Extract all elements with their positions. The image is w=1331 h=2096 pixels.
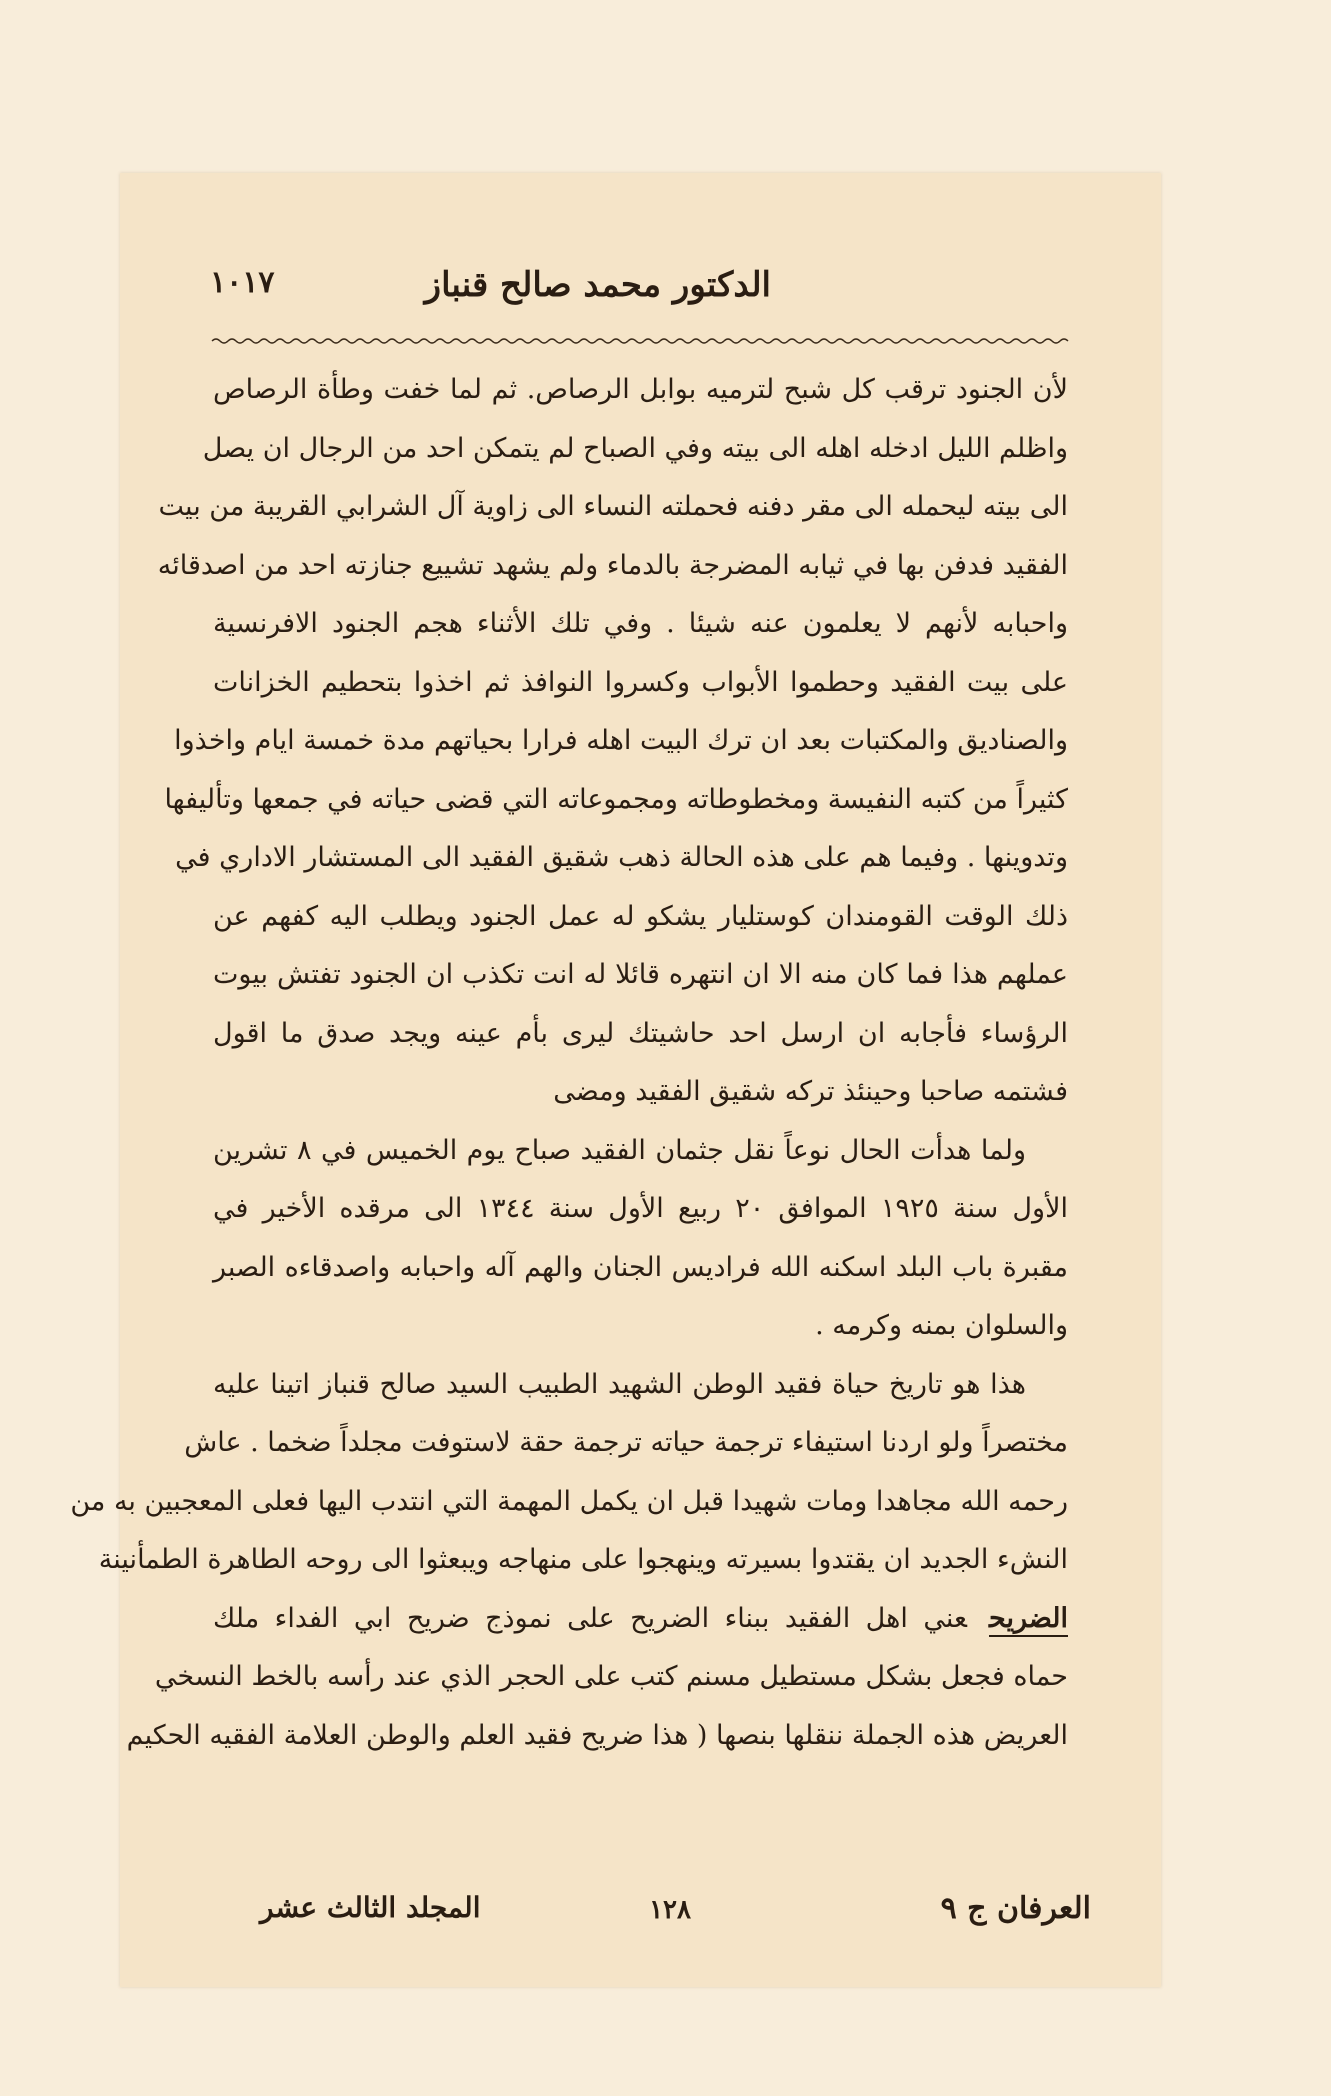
text-line: وتدوينها . وفيما هم على هذه الحالة ذهب شقيق الفقيد الى المستشار الاداري في <box>175 842 1068 873</box>
folio-number: ١٢٨ <box>649 1895 691 1925</box>
text-line: ذلك الوقت القومندان كوستليار يشكو له عمل الجنود ويطلب اليه كفهم عن <box>213 900 1068 932</box>
running-title: الدكتور محمد صالح قنباز <box>424 265 771 305</box>
wavy-divider <box>212 335 1067 347</box>
text-line: النشء الجديد ان يقتدوا بسيرته وينهجوا على منهاجه ويبعثوا الى روحه الطاهرة الطمأنينة <box>98 1544 1068 1575</box>
page-number: ١٠١٧ <box>210 265 275 300</box>
text-line: فشتمه صاحبا وحينئذ تركه شقيق الفقيد ومضى <box>553 1076 1068 1107</box>
text-line: عملهم هذا فما كان منه الا ان انتهره قائلا له انت تكذب ان الجنود تفتش بيوت <box>213 959 1068 990</box>
book-page <box>70 173 1161 1987</box>
text-line: واظلم الليل ادخله اهله الى بيته وفي الصباح لم يتمكن احد من الرجال ان يصل <box>202 432 1068 464</box>
text-line: واحبابه لأنهم لا يعلمون عنه شيئا . وفي تلك الأثناء هجم الجنود الافرنسية <box>213 608 1068 639</box>
section-heading: الضريح <box>989 1602 1068 1634</box>
text-line: والصناديق والمكتبات بعد ان ترك البيت اهله فرارا بحياتهم مدة خمسة ايام واخذوا <box>174 725 1068 756</box>
journal-issue: العرفان ج ٩ <box>940 1891 1091 1926</box>
text-line-rest: عني اهل الفقيد ببناء الضريح على نموذج ضريح ابي الفداء ملك <box>213 1602 968 1634</box>
body-text <box>70 361 1068 1765</box>
text-line: مختصراً ولو اردنا استيفاء ترجمة حياته ترجمة حقة لاستوفت مجلداً ضخما . عاش <box>184 1427 1068 1458</box>
text-line: العريض هذه الجملة ننقلها بنصها ( هذا ضريح فقيد العلم والوطن العلامة الفقيه الحكيم <box>126 1719 1068 1751</box>
text-line: مقبرة باب البلد اسكنه الله فراديس الجنان والهم آله واحبابه واصدقاءه الصبر <box>213 1251 1068 1283</box>
page-header <box>210 265 1071 315</box>
volume-label: المجلد الثالث عشر <box>260 1891 481 1924</box>
text-line: ولما هدأت الحال نوعاً نقل جثمان الفقيد صباح يوم الخميس في ٨ تشرين <box>213 1134 1026 1166</box>
text-line: حماه فجعل بشكل مستطيل مسنم كتب على الحجر الذي عند رأسه بالخط النسخي <box>154 1661 1068 1692</box>
text-line: الفقيد فدفن بها في ثيابه المضرجة بالدماء ولم يشهد تشييع جنازته احد من اصدقائه <box>157 549 1068 581</box>
text-line: على بيت الفقيد وحطموا الأبواب وكسروا النوافذ ثم اخذوا بتحطيم الخزانات <box>213 666 1068 698</box>
text-line: لأن الجنود ترقب كل شبح لترميه بوابل الرصاص. ثم لما خفت وطأة الرصاص <box>213 374 1068 405</box>
text-line: هذا هو تاريخ حياة فقيد الوطن الشهيد الطبيب السيد صالح قنباز اتينا عليه <box>213 1368 1026 1400</box>
text-line <box>213 1590 1068 1649</box>
text-line: الأول سنة ١٩٢٥ الموافق ٢٠ ربيع الأول سنة ١٣٤٤ الى مرقده الأخير في <box>213 1193 1068 1224</box>
text-line: رحمه الله مجاهدا ومات شهيدا قبل ان يكمل المهمة التي انتدب اليها فعلى المعجبين به من <box>70 1485 1068 1517</box>
text-line: والسلوان بمنه وكرمه . <box>815 1310 1068 1341</box>
text-line: كثيراً من كتبه النفيسة ومخطوطاته ومجموعاته التي قضى حياته في جمعها وتأليفها <box>164 783 1068 815</box>
text-line: الى بيته ليحمله الى مقر دفنه فحملته النساء الى زاوية آل الشرابي القريبة من بيت <box>158 491 1068 522</box>
page-footer <box>210 1891 1091 1939</box>
text-line: الرؤساء فأجابه ان ارسل احد حاشيتك ليرى بأم عينه ويجد صدق ما اقول <box>213 1017 1068 1049</box>
